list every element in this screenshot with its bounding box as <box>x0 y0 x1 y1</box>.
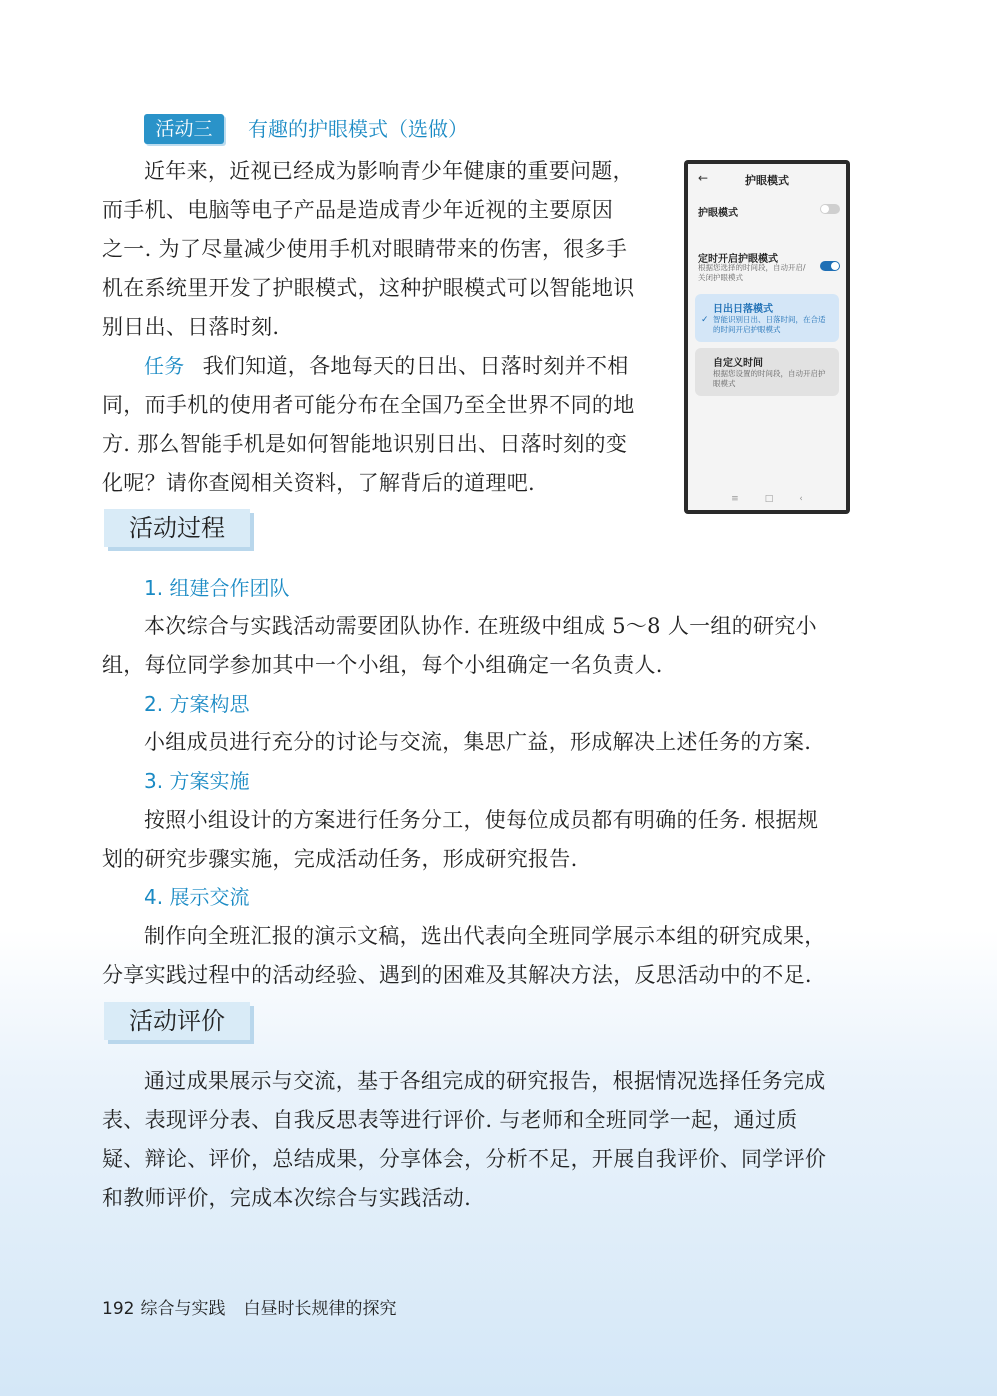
evaluation-line: 疑、辩论、评价，总结成果，分享体会，分析不足，开展自我评价、同学评价 <box>102 1147 827 1171</box>
custom-time-title: 自定义时间 <box>713 358 763 369</box>
phone-navbar <box>688 494 846 504</box>
intro-line: 机在系统里开发了护眼模式，这种护眼模式可以智能地识 <box>102 276 635 300</box>
check-icon: ✓ <box>701 315 709 325</box>
intro-paragraph <box>102 152 672 347</box>
phone-title: 护眼模式 <box>745 174 789 187</box>
step-3-title: 3. 方案实施 <box>144 769 250 793</box>
step-line: 按照小组设计的方案进行任务分工，使每位成员都有明确的任务. 根据规 <box>144 808 819 832</box>
sunrise-sunset-title: 日出日落模式 <box>713 304 773 315</box>
card-desc-line: 根据您设置的时间段，自动开启护 <box>713 369 826 378</box>
step-1-text <box>102 607 872 685</box>
intro-line: 别日出、日落时刻. <box>102 315 280 339</box>
step-2-title: 2. 方案构思 <box>144 692 250 716</box>
evaluation-line: 通过成果展示与交流，基于各组完成的研究报告，根据情况选择任务完成 <box>144 1069 826 1093</box>
back-nav-icon: ‹ <box>799 494 829 504</box>
schedule-toggle <box>820 261 840 271</box>
phone-illustration <box>684 160 850 514</box>
step-line: 制作向全班汇报的演示文稿，选出代表向全班同学展示本组的研究成果， <box>144 924 826 948</box>
custom-time-desc <box>703 369 831 389</box>
activity-title: 有趣的护眼模式（选做） <box>248 117 468 141</box>
intro-line: 而手机、电脑等电子产品是造成青少年近视的主要原因 <box>102 198 614 222</box>
step-line: 本次综合与实践活动需要团队协作. 在班级中组成 5～8 人一组的研究小 <box>144 614 817 638</box>
task-line <box>102 347 672 386</box>
step-line: 划的研究步骤实施，完成活动任务，形成研究报告. <box>102 847 578 871</box>
task-label: 任务 <box>144 354 185 378</box>
phone-screen <box>688 164 846 510</box>
custom-time-card <box>695 348 839 396</box>
sunrise-sunset-card <box>695 294 839 342</box>
task-paragraph <box>102 347 672 503</box>
evaluation-line: 表、表现评分表、自我反思表等进行评价. 与老师和全班同学一起，通过质 <box>102 1108 798 1132</box>
step-4-text <box>102 917 872 995</box>
menu-icon: ≡ <box>731 494 765 504</box>
process-heading-banner <box>104 509 250 551</box>
card-desc-line: 智能识别日出、日落时间，在合适 <box>713 315 826 324</box>
schedule-desc <box>698 263 818 283</box>
toggle-knob <box>821 205 829 213</box>
evaluation-line: 和教师评价，完成本次综合与实践活动. <box>102 1186 472 1210</box>
intro-line: 近年来，近视已经成为影响青少年健康的重要问题， <box>144 159 634 183</box>
schedule-desc-line: 关闭护眼模式 <box>698 273 743 282</box>
task-line: 化呢？请你查阅相关资料，了解背后的道理吧. <box>102 471 535 495</box>
sunrise-sunset-desc <box>703 315 831 335</box>
task-line: 方. 那么智能手机是如何智能地识别日出、日落时刻的变 <box>102 432 628 456</box>
step-1-title: 1. 组建合作团队 <box>144 576 290 600</box>
evaluation-heading-banner <box>104 1002 250 1044</box>
intro-line: 之一. 为了尽量减少使用手机对眼睛带来的伤害，很多手 <box>102 237 628 261</box>
back-arrow-icon: ← <box>698 171 709 185</box>
footer-chapter: 综合与实践 <box>140 1299 226 1319</box>
step-3-text <box>102 801 872 879</box>
evaluation-text <box>102 1062 872 1218</box>
activity-badge: 活动三 <box>144 114 224 144</box>
task-line: 同，而手机的使用者可能分布在全国乃至全世界不同的地 <box>102 393 635 417</box>
step-line: 分享实践过程中的活动经验、遇到的困难及其解决方法，反思活动中的不足. <box>102 963 812 987</box>
step-2-text <box>102 723 872 762</box>
page-footer <box>102 1297 396 1321</box>
task-line-text: 我们知道，各地每天的日出、日落时刻并不相 <box>202 354 629 378</box>
step-line: 小组成员进行充分的讨论与交流，集思广益，形成解决上述任务的方案. <box>144 730 812 754</box>
schedule-label: 定时开启护眼模式 <box>698 254 778 265</box>
schedule-desc-line: 根据您选择的时间段，自动开启/ <box>698 263 806 272</box>
footer-title: 白昼时长规律的探究 <box>243 1299 397 1319</box>
process-heading: 活动过程 <box>104 509 250 547</box>
eye-mode-toggle <box>820 204 840 214</box>
card-desc-line: 眼模式 <box>713 379 736 388</box>
eye-mode-label: 护眼模式 <box>698 208 738 219</box>
card-desc-line: 的时间开启护眼模式 <box>713 325 781 334</box>
step-line: 组，每位同学参加其中一个小组，每个小组确定一名负责人. <box>102 653 663 677</box>
home-icon: □ <box>764 494 800 504</box>
page-number: 192 <box>102 1299 135 1319</box>
step-4-title: 4. 展示交流 <box>144 885 250 909</box>
toggle-knob <box>831 262 839 270</box>
evaluation-heading: 活动评价 <box>104 1002 250 1040</box>
